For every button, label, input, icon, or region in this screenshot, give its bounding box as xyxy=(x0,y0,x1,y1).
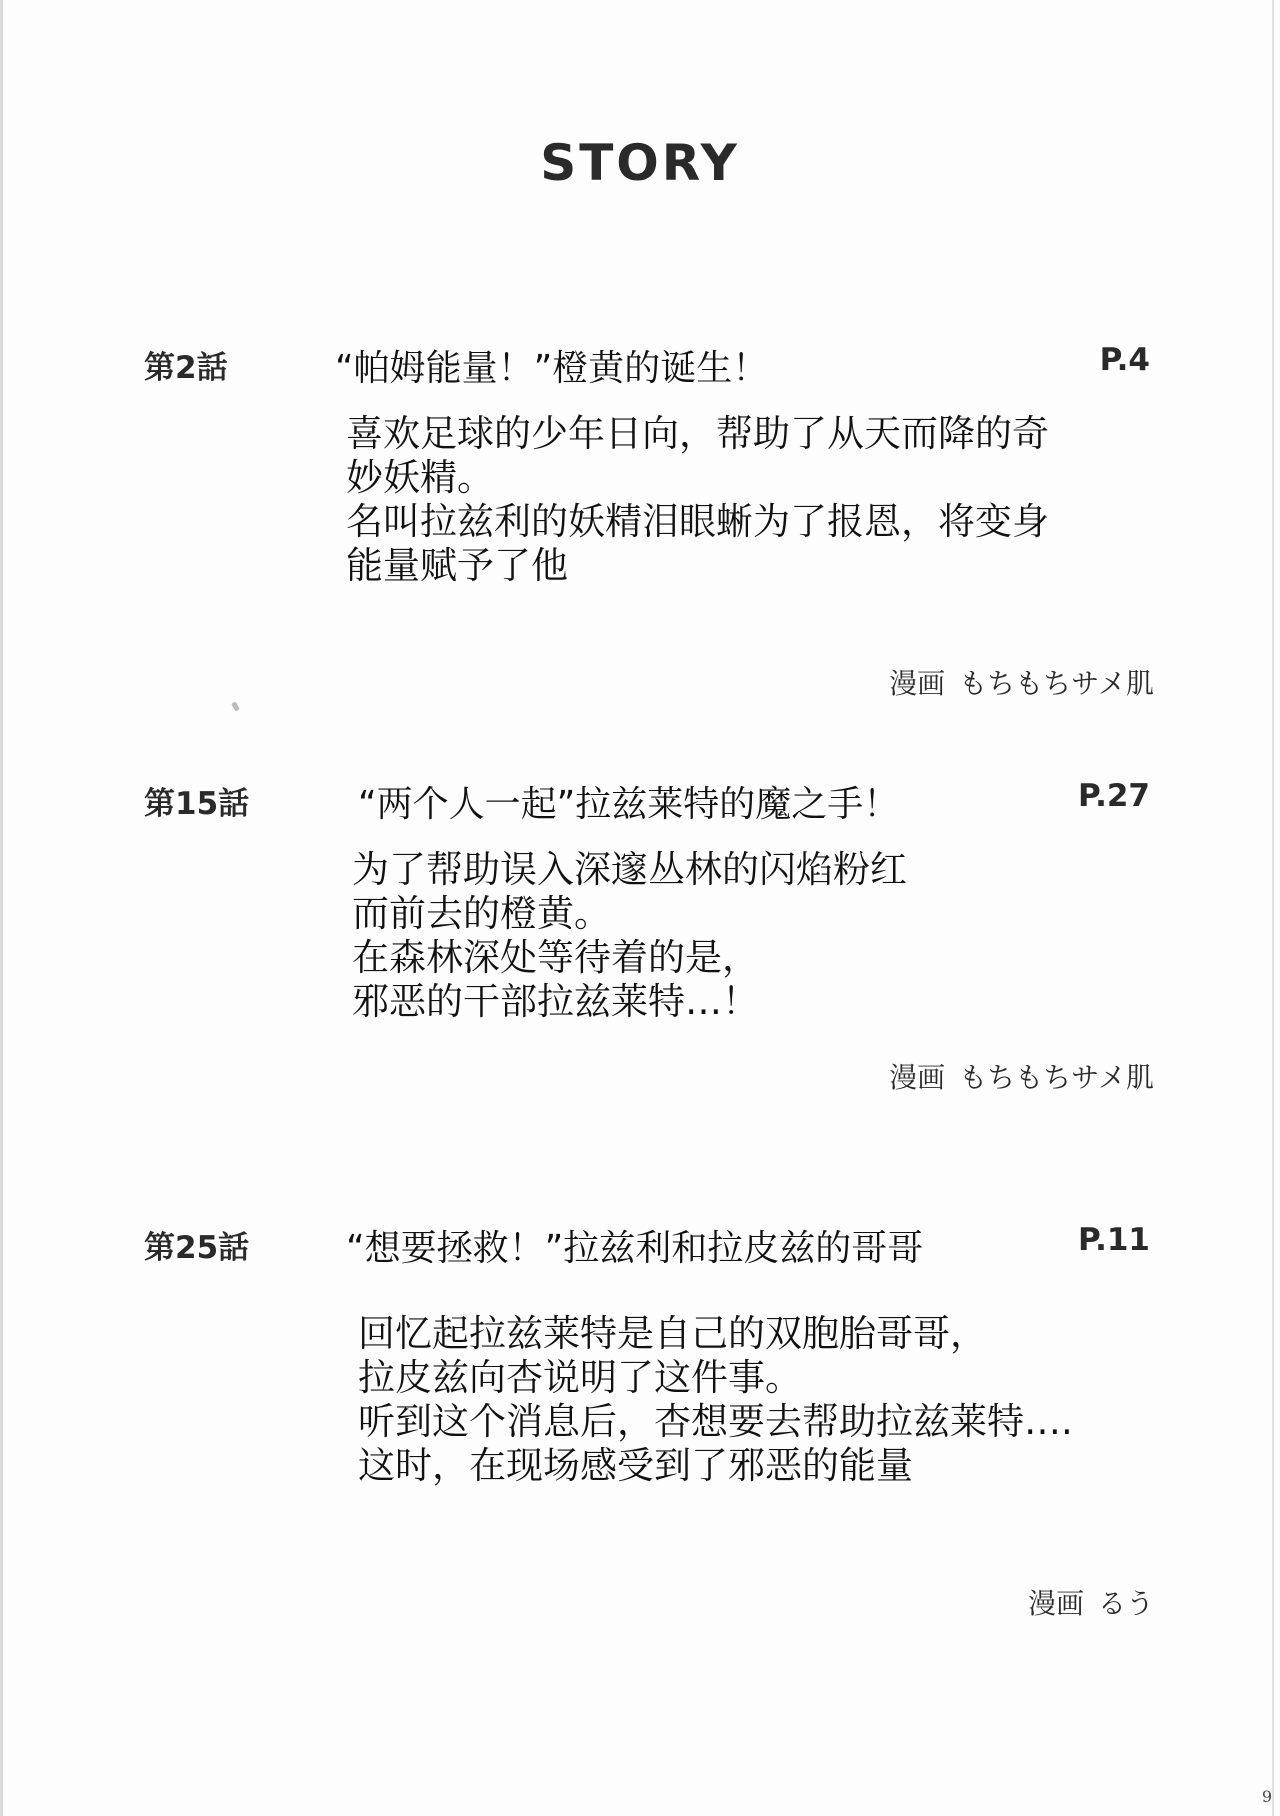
chapter-page-number: P.11 xyxy=(1078,1222,1150,1258)
chapter-synopsis xyxy=(346,412,1049,588)
synopsis-line: 妙妖精。 xyxy=(346,456,494,499)
synopsis-line: 能量赋予了他 xyxy=(346,544,568,587)
credit-artist: るう xyxy=(1097,1587,1154,1620)
synopsis-line: 听到这个消息后，杏想要去帮助拉兹莱特…. xyxy=(358,1400,1073,1443)
page-number: 9 xyxy=(1261,1787,1272,1806)
chapter-title: “帕姆能量！”橙黄的诞生！ xyxy=(335,348,769,389)
synopsis-line: 名叫拉兹利的妖精泪眼蜥为了报恩，将变身 xyxy=(346,500,1049,543)
chapter-entry-25 xyxy=(0,1220,1280,1620)
chapter-title: “想要拯救！”拉兹利和拉皮兹的哥哥 xyxy=(346,1228,924,1269)
synopsis-line: 而前去的橙黄。 xyxy=(352,892,611,935)
chapter-entry-15 xyxy=(0,776,1280,1096)
credit-artist: もちもちサメ肌 xyxy=(959,1061,1154,1094)
chapter-label: 第15話 xyxy=(144,786,250,822)
chapter-synopsis xyxy=(352,848,907,1024)
manga-credit xyxy=(889,662,1154,702)
synopsis-line: 在森林深处等待着的是， xyxy=(352,936,759,979)
synopsis-line: 喜欢足球的少年日向，帮助了从天而降的奇 xyxy=(346,412,1049,455)
dust-speck xyxy=(231,701,240,711)
chapter-page-number: P.27 xyxy=(1078,778,1150,814)
manga-credit xyxy=(1028,1582,1154,1622)
synopsis-line: 这时，在现场感受到了邪恶的能量 xyxy=(358,1444,913,1487)
chapter-title: “两个人一起”拉兹莱特的魔之手！ xyxy=(358,784,900,825)
chapter-synopsis xyxy=(358,1312,1073,1488)
credit-role: 漫画 xyxy=(1027,1587,1084,1620)
manga-credit xyxy=(889,1056,1154,1096)
chapter-page-number: P.4 xyxy=(1099,342,1150,378)
synopsis-line: 为了帮助误入深邃丛林的闪焰粉红 xyxy=(352,848,907,891)
synopsis-line: 邪恶的干部拉兹莱特…！ xyxy=(352,980,759,1023)
synopsis-line: 拉皮兹向杏说明了这件事。 xyxy=(358,1356,802,1399)
credit-role: 漫画 xyxy=(889,667,946,700)
credit-artist: もちもちサメ肌 xyxy=(959,667,1154,700)
chapter-entry-2 xyxy=(0,340,1280,700)
chapter-label: 第2話 xyxy=(144,350,228,386)
synopsis-line: 回忆起拉兹莱特是自己的双胞胎哥哥， xyxy=(358,1312,987,1355)
credit-role: 漫画 xyxy=(889,1061,946,1094)
page-title: STORY xyxy=(540,134,740,192)
chapter-label: 第25話 xyxy=(144,1230,250,1266)
